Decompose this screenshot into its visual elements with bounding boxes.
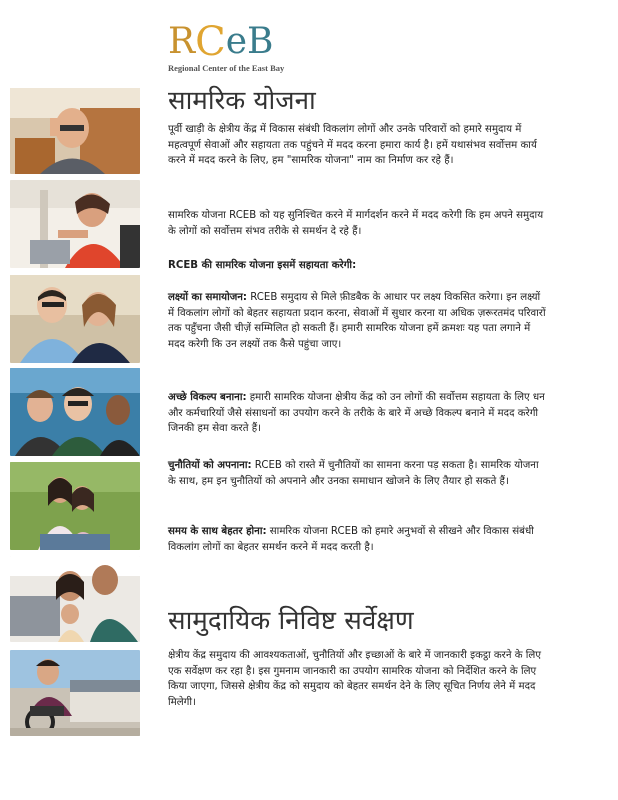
survey-paragraph: क्षेत्रीय केंद्र समुदाय की आवश्यकताओं, चुनौतियों और इच्छाओं के बारे में जानकारी इकट्ठा करने के लिए एक सर्वेक्षण कर रहा है। इस गुमनाम जानकारी का उपयोग सामरिक योजना को निर्देशित करने के लिए किया जाएगा, जिससे क्षेत्रीय केंद्र को समुदाय को बेहतर समर्थन देने के लिए सूचित निर्णय लेने में मदद मिलेगी। [168, 650, 541, 708]
section-title-community-survey: सामुदायिक निविष्ट सर्वेक्षण [168, 606, 414, 636]
guide-paragraph: सामरिक योजना RCEB को यह सुनिश्चित करने में मार्गदर्शन करने में मदद करेगी कि हम अपने समुदाय के लोगों को सर्वोत्तम संभव तरीके से समर्थन दे रहे हैं। [168, 210, 544, 237]
section-title-strategic-plan: सामरिक योजना [168, 86, 316, 116]
item-goals-label: लक्ष्यों का समायोजन: [168, 292, 247, 303]
rceb-logo [168, 19, 308, 78]
intro-paragraph: पूर्वी खाड़ी के क्षेत्रीय केंद्र में विकास संबंधी विकलांग लोगों और उनके परिवारों को हमारे समुदाय में महत्वपूर्ण सेवाओं और सहायता तक पहुंचने में मदद करना हमारा कार्य है। हमें यथासंभव सर्वोत्तम कार्य करने में मदद करने के लिए, हम "सामरिक योजना" नाम का निर्माण कर रहे हैं। [168, 124, 537, 167]
logo-mark [168, 19, 308, 65]
photo-group-of-friends [10, 368, 140, 456]
logo-letter-c: C [195, 19, 226, 65]
item-goals-text: RCEB समुदाय से मिले फ़ीडबैक के आधार पर लक्ष्य विकसित करेगा। इन लक्ष्यों में विकलांग लोगों को बेहतर सहायता प्रदान करना, सेवाओं में सुधार करना या अधिक ज़रूरतमंद परिवारों तक पहुँचना जैसी चीज़ें सम्मिलित हो सकती हैं। हमारी सामरिक योजना हमें क्रमशः यह पता लगाने में मदद करेगी कि उन लक्ष्यों तक कैसे पहुंचा जाए। [168, 292, 546, 350]
photo-man-in-wheelchair [10, 650, 140, 736]
photo-couple [10, 275, 140, 363]
item-challenges-text: RCEB को रास्ते में चुनौतियों का सामना करना पड़ सकता है। सामरिक योजना के साथ, हम इन चुनौतियों को अपनाने और उनका समाधान खोजने के लिए तैयार हो सकते हैं। [168, 460, 539, 487]
item-improving-label: समय के साथ बेहतर होना: [168, 526, 267, 537]
item-choices-text: हमारी सामरिक योजना क्षेत्रीय केंद्र को उन लोगों की सर्वोत्तम सहायता के लिए धन और कर्मचारियों जैसे संसाधनों का उपयोग करने के तरीके के बारे में अच्छे विकल्प बनाने में मदद करेगी जिनकी हम सेवा करते हैं। [168, 392, 545, 435]
item-improving [168, 524, 548, 555]
logo-letter-e: e [225, 21, 248, 62]
item-choices-label: अच्छे विकल्प बनाना: [168, 392, 247, 403]
logo-letter-b: B [247, 21, 274, 62]
item-improving-text: सामरिक योजना RCEB को हमारे अनुभवों से सीखने और विकास संबंधी विकलांग लोगों का बेहतर समर्थन करने में मदद करती है। [168, 526, 534, 553]
item-goals [168, 290, 548, 352]
logo-letter-r: R [168, 21, 196, 62]
photo-man-on-phone [10, 88, 140, 174]
photo-family-with-laptop [10, 556, 140, 642]
item-choices [168, 390, 548, 437]
logo-tagline: Regional Center of the East Bay [168, 63, 285, 73]
item-challenges [168, 458, 548, 489]
help-heading: RCEB की सामरिक योजना इसमें सहायता करेगी: [168, 260, 357, 271]
item-challenges-label: चुनौतियों को अपनाना: [168, 460, 252, 471]
photo-woman-at-laptop [10, 180, 140, 268]
main-content [168, 84, 548, 708]
photo-mother-and-daughter [10, 462, 140, 550]
